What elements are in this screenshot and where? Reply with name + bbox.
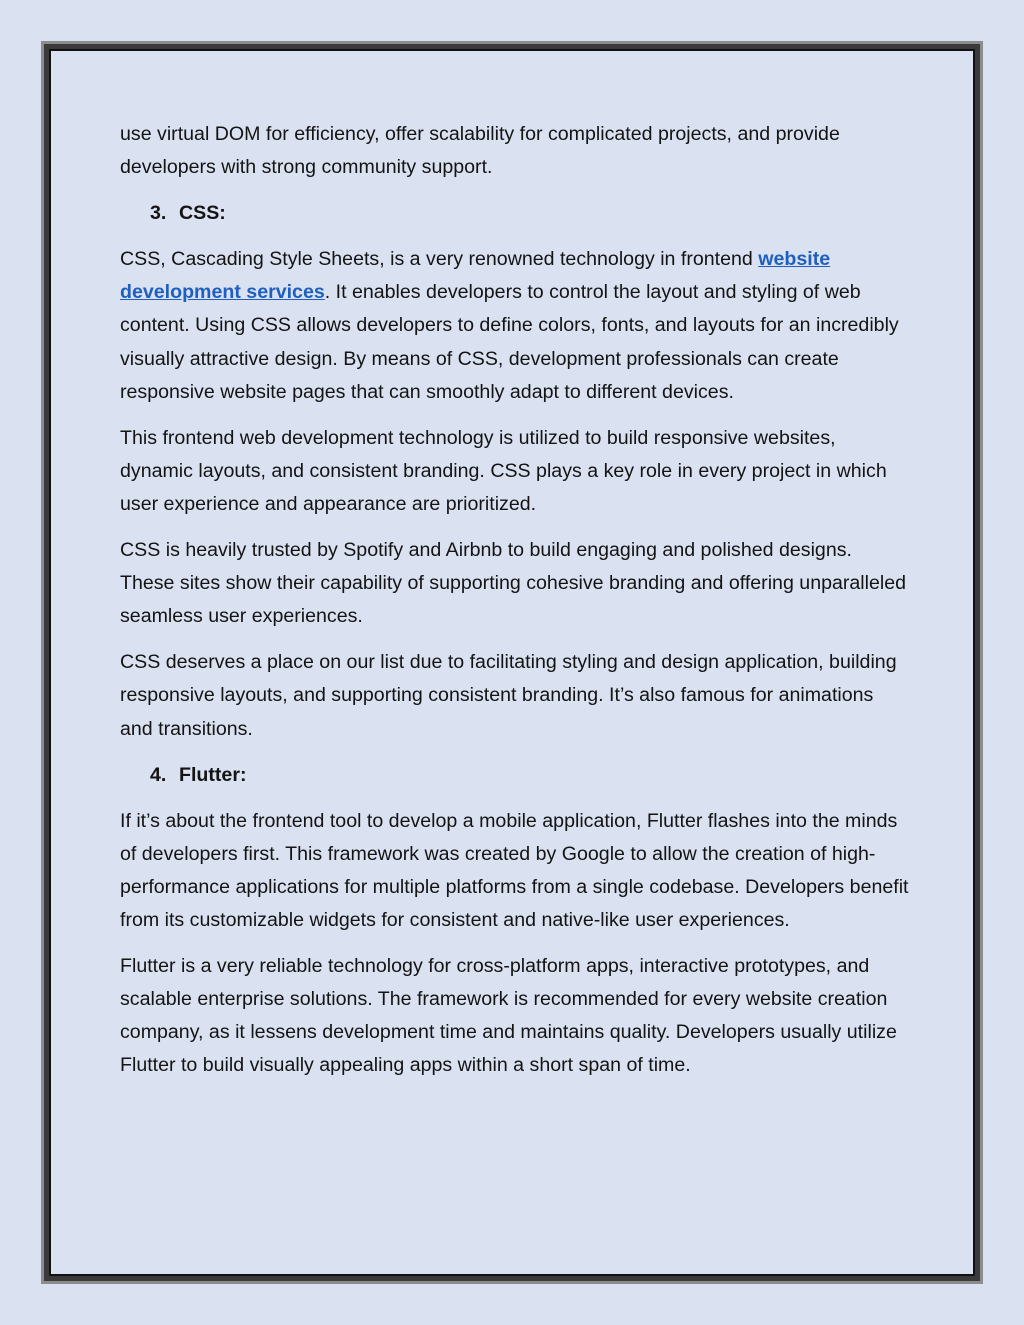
heading-css-number: 3. — [150, 202, 167, 225]
paragraph-intro: use virtual DOM for efficiency, offer scalability for complicated projects, and provide developers with strong community support. — [120, 123, 840, 179]
heading-flutter-number: 4. — [150, 763, 167, 786]
document-body — [120, 118, 910, 1095]
paragraph-css-intro-before: CSS, Cascading Style Sheets, is a very renowned technology in frontend — [120, 248, 759, 271]
paragraph-css-usage: This frontend web development technology is utilized to build responsive websites, dynamic layouts, and consistent branding. CSS plays a key role in every project in which user experience and appearance are prioritized. — [120, 426, 887, 515]
heading-flutter — [120, 759, 910, 792]
paragraph-flutter-intro: If it’s about the frontend tool to develop a mobile application, Flutter flashes into the minds of developers first. This framework was created by Google to allow the creation of high-performance applications for multiple platforms from a single codebase. Developers benefit from its customizable widgets for consistent and native-like user experiences. — [120, 809, 909, 931]
heading-flutter-title: Flutter: — [179, 763, 247, 786]
heading-css-title: CSS: — [179, 202, 226, 225]
paragraph-css-reasons: CSS deserves a place on our list due to facilitating styling and design application, building responsive layouts, and supporting consistent branding. It’s also famous for animations and transitions. — [120, 651, 897, 740]
heading-css — [120, 197, 910, 230]
paragraph-css-intro-after: . It enables developers to control the layout and styling of web content. Using CSS allows developers to define colors, fonts, and layouts for an incredibly visually attractive design. By means of CSS, development professionals can create responsive website pages that can smoothly adapt to different devices. — [120, 281, 899, 403]
paragraph-css-intro — [120, 243, 910, 408]
website-development-services-link[interactable]: website development services — [120, 248, 831, 304]
paragraph-css-trusted: CSS is heavily trusted by Spotify and Airbnb to build engaging and polished designs. These sites show their capability of supporting cohesive branding and offering unparalleled seamless user experiences. — [120, 539, 907, 628]
paragraph-flutter-usage: Flutter is a very reliable technology for cross-platform apps, interactive prototypes, and scalable enterprise solutions. The framework is recommended for every website creation company, as it lessens development time and maintains quality. Developers usually utilize Flutter to build visually appealing apps within a short span of time. — [120, 955, 897, 1077]
